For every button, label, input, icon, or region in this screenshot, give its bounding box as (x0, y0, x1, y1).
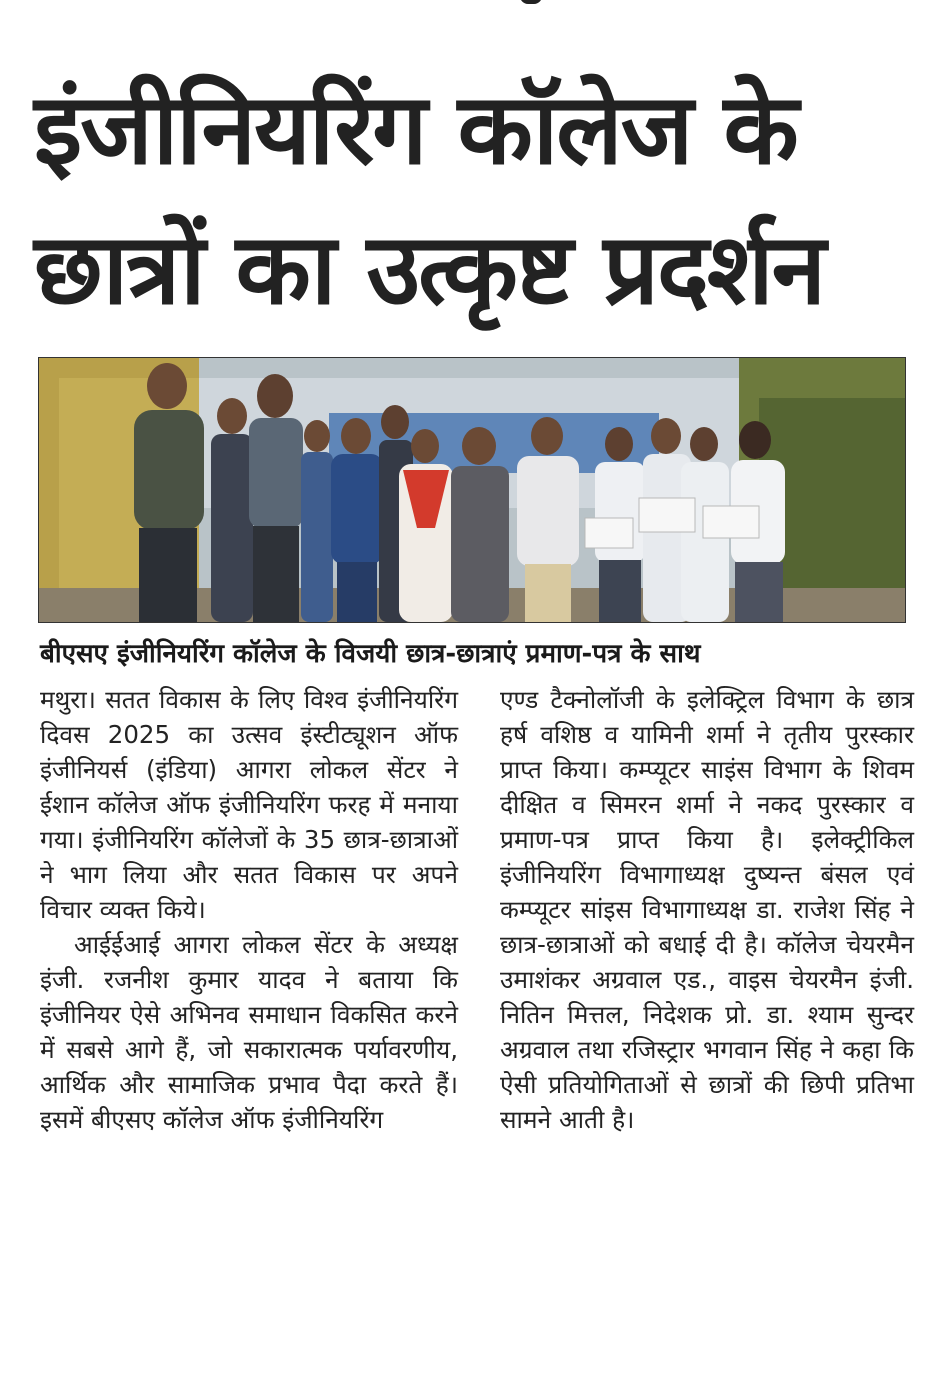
article-column-left (40, 682, 458, 1137)
headline-line-2: छात्रों का उत्कृष्ट प्रदर्शन (34, 213, 825, 327)
photo-caption: बीएसए इंजीनियरिंग कॉलेज के विजयी छात्र-छात्राएं प्रमाण-पत्र के साथ (40, 639, 701, 669)
headline-line-1: इंजीनियरिंग कॉलेज के (34, 73, 797, 187)
article-paragraph: आईईआई आगरा लोकल सेंटर के अध्यक्ष इंजी. रजनीश कुमार यादव ने बताया कि इंजीनियर ऐसे अभिनव समाधान विकसित करने में सबसे आगे हैं, जो सकारात्मक पर्यावरणीय, आर्थिक और सामाजिक प्रभाव पैदा करते हैं। इसमें बीएसए कॉलेज ऑफ इंजीनियरिंग (40, 930, 458, 1134)
article-paragraph: एण्ड टैक्नोलॉजी के इलेक्ट्रिल विभाग के छात्र हर्ष वशिष्ठ व यामिनी शर्मा ने तृतीय पुरस्कार प्राप्त किया। कम्प्यूटर साइंस विभाग के शिवम दीक्षित व सिमरन शर्मा ने नकद पुरस्कार व प्रमाण-पत्र प्राप्त किया है। इलेक्ट्रीकिल इंजीनियरिंग विभागाध्यक्ष दुष्यन्त बंसल एवं कम्प्यूटर सांइस विभागाध्यक्ष डा. राजेश सिंह ने छात्र-छात्राओं को बधाई दी है। कॉलेज चेयरमैन उमाशंकर अग्रवाल एड., वाइस चेयरमैन इंजी. नितिन मित्तल, निदेशक प्रो. डा. श्याम सुन्दर अग्रवाल तथा रजिस्ट्रार भगवान सिंह ने कहा कि ऐसी प्रतियोगिताओं से छात्रों की छिपी प्रतिभा सामने आती है। (500, 685, 914, 1134)
group-photo (38, 357, 906, 623)
article-column-right (500, 682, 914, 1137)
clipping-edge-mark (520, 0, 542, 4)
article-paragraph: मथुरा। सतत विकास के लिए विश्व इंजीनियरिंग दिवस 2025 का उत्सव इंस्टीट्यूशन ऑफ इंजीनियर्स (इंडिया) आगरा लोकल सेंटर ने ईशान कॉलेज ऑफ इंजीनियरिंग फरह में मनाया गया। इंजीनियरिंग कॉलेजों के 35 छात्र-छात्राओं ने भाग लिया और सतत विकास पर अपने विचार व्यक्त किये। (40, 685, 458, 924)
headline (34, 60, 914, 340)
